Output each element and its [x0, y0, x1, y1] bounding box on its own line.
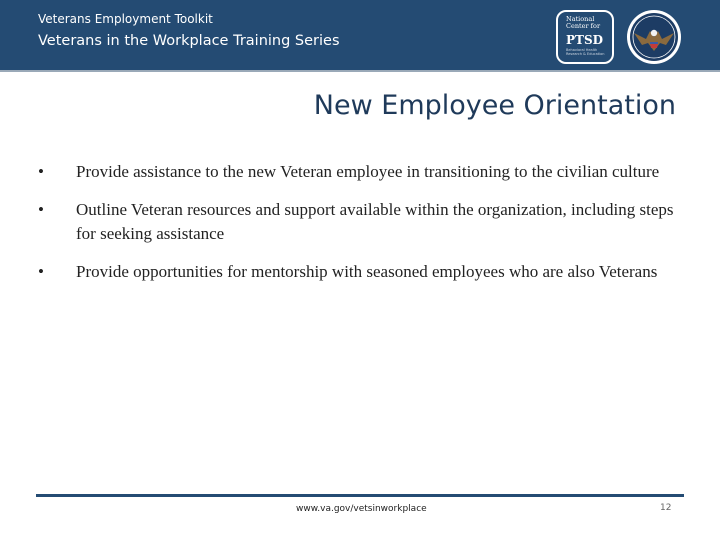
slide-title: New Employee Orientation [313, 90, 676, 121]
ptsd-logo [556, 10, 614, 64]
bullet-icon: • [38, 162, 44, 181]
slide-header [0, 0, 720, 70]
footer-url: www.va.gov/vetsinworkplace [296, 504, 427, 514]
bullet-text: Outline Veteran resources and support available within the organization, including steps for seeking assistance [76, 200, 674, 243]
ptsd-logo-main: PTSD [566, 33, 604, 47]
series-title: Veterans in the Workplace Training Series [38, 33, 340, 49]
footer-divider [36, 494, 684, 497]
bullet-icon: • [38, 262, 44, 281]
ptsd-logo-heading: National Center for [566, 15, 601, 30]
va-seal-icon [626, 9, 682, 65]
bullet-text: Provide opportunities for mentorship with seasoned employees who are also Veterans [76, 262, 658, 281]
page-number: 12 [660, 503, 672, 513]
bullet-text: Provide assistance to the new Veteran employee in transitioning to the civilian culture [76, 162, 660, 181]
bullet-item [38, 160, 678, 184]
ptsd-logo-foot: Behavioral Health Research & Education [566, 48, 605, 56]
bullet-item [38, 260, 678, 284]
header-divider [0, 70, 720, 72]
bullet-item [38, 198, 678, 246]
toolkit-title: Veterans Employment Toolkit [38, 12, 213, 26]
bullet-icon: • [38, 200, 44, 219]
bullet-list [38, 160, 678, 298]
